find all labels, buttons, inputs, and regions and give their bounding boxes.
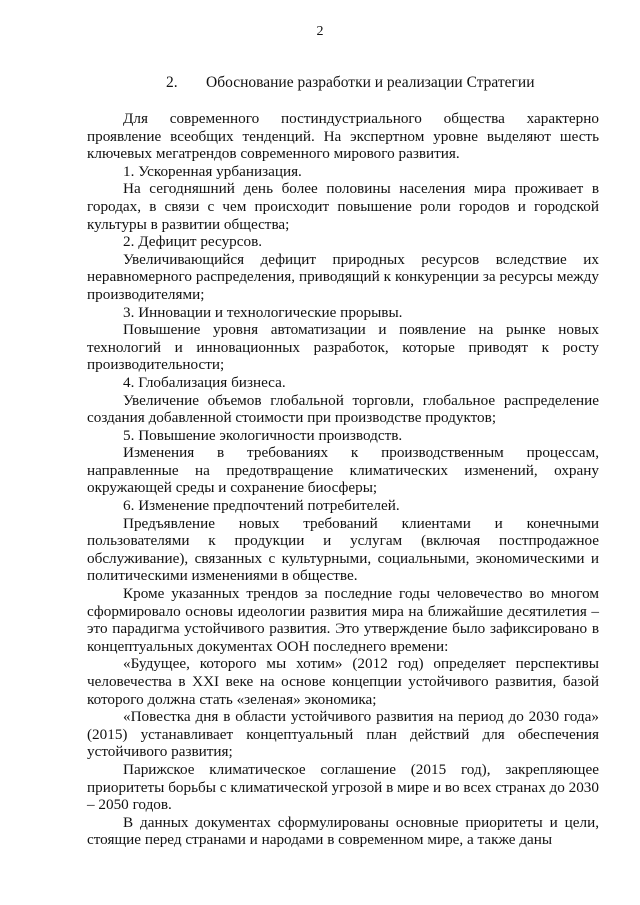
section-heading — [166, 74, 535, 92]
megatrend-3-title: 3. Инновации и технологические прорывы. — [123, 303, 403, 321]
section-number: 2. — [166, 74, 178, 91]
megatrend-6-title: 6. Изменение предпочтений потребителей. — [123, 497, 400, 515]
section-title: Обоснование разработки и реализации Стратегии — [206, 74, 535, 91]
document-body — [87, 110, 599, 849]
megatrend-1-text: На сегодняшний день более половины населения мира проживает в городах, в связи с чем происходит повышение роли городов и городской культуры в развитии общества; — [87, 180, 599, 233]
paragraph-conclusion: В данных документах сформулированы основные приоритеты и цели, стоящие перед странами и народами в современном мире, а также даны — [87, 813, 599, 849]
paragraph-agenda-2030: «Повестка дня в области устойчивого развития на период до 2030 года» (2015) устанавливает концептуальный план действий для обеспечения устойчивого развития; — [87, 708, 599, 761]
megatrend-4-title: 4. Глобализация бизнеса. — [123, 373, 286, 391]
paragraph-future-we-want: «Будущее, которого мы хотим» (2012 год) определяет перспективы человечества в XXI веке на основе концепции устойчивого развития, базой которого должна стать «зеленая» экономика; — [87, 655, 599, 708]
paragraph-paris-agreement: Парижское климатическое соглашение (2015 год), закрепляющее приоритеты борьбы с климатической угрозой в мире и во всех странах до 2030 – 2050 годов. — [87, 760, 599, 814]
megatrend-1-title: 1. Ускоренная урбанизация. — [123, 162, 302, 180]
megatrend-5-text: Изменения в требованиях к производственным процессам, направленные на предотвращение климатических изменений, охрану окружающей среды и сохранение биосферы; — [87, 444, 599, 497]
paragraph-sustainable-development: Кроме указанных трендов за последние годы человечество во многом сформировало основы идеологии развития мира на ближайшие десятилетия – это парадигма устойчивого развития. Это утверждение было зафиксировано в концептуальных документах ООН последнего времени: — [87, 585, 599, 655]
page-number: 2 — [316, 24, 324, 39]
megatrend-6-text: Предъявление новых требований клиентами и конечными пользователями к продукции и услугам (включая постпродажное обслуживание), связанных с культурными, социальными, экономическими и политическими изменениями в обществе. — [87, 514, 599, 585]
megatrend-2-title: 2. Дефицит ресурсов. — [123, 233, 263, 251]
megatrend-2-text: Увеличивающийся дефицит природных ресурсов вследствие их неравномерного распределения, приводящий к конкуренции за ресурсы между производителями; — [87, 250, 599, 303]
megatrend-4-text: Увеличение объемов глобальной торговли, глобальное распределение создания добавленной стоимости при производстве продуктов; — [87, 391, 599, 427]
megatrend-3-text: Повышение уровня автоматизации и появление на рынке новых технологий и инновационных разработок, которые приводят к росту производительности; — [87, 321, 599, 374]
paragraph-intro: Для современного постиндустриального общества характерно проявление всеобщих тенденций. На экспертном уровне выделяют шесть ключевых мегатрендов современного мирового развития. — [87, 110, 599, 163]
megatrend-5-title: 5. Повышение экологичности производств. — [123, 426, 403, 444]
